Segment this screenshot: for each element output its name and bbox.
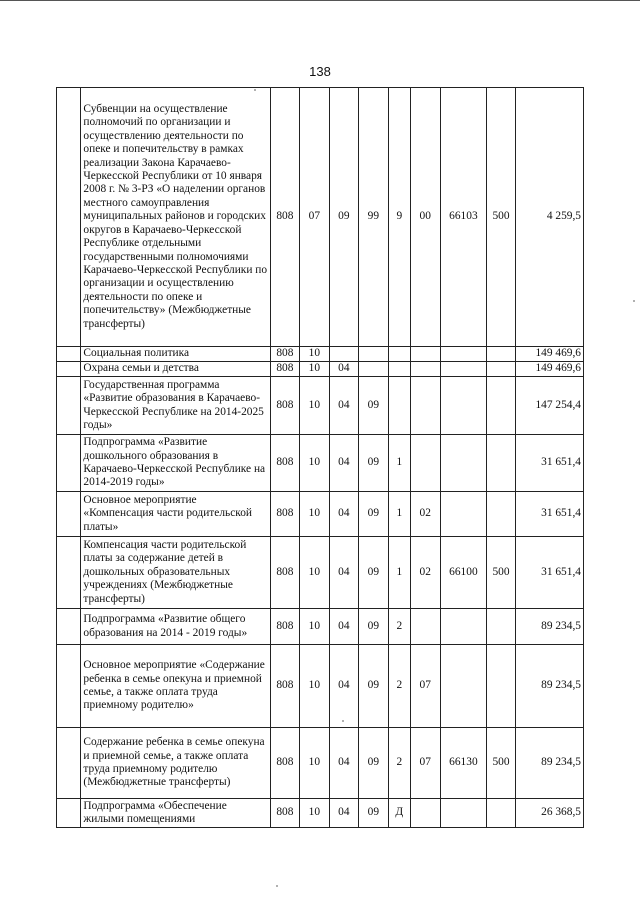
cell-event: 00	[411, 88, 441, 347]
cell-direction	[440, 492, 487, 537]
cell-subprogram	[388, 347, 410, 362]
cell-direction	[440, 435, 487, 492]
cell-subprogram: 2	[388, 645, 410, 728]
cell-event	[411, 609, 441, 645]
cell-program: 09	[359, 492, 389, 537]
cell-program: 09	[359, 728, 389, 799]
cell-amount: 31 651,4	[515, 492, 583, 537]
scan-speck	[276, 885, 278, 887]
cell-vr	[487, 492, 515, 537]
cell-program: 99	[359, 88, 389, 347]
row-name: Основное мероприятие «Компенсация части родительской платы»	[81, 492, 270, 537]
cell-admin: 808	[270, 609, 300, 645]
cell-amount: 149 469,6	[515, 362, 583, 377]
row-name: Субвенции на осуществление полномочий по организации и осуществлению деятельности по опеке и попечительству в рамках реализации Закона Карачаево-Черкесской Республики от 10 января 2008 г. № 3-РЗ «О наделении органов местного самоуправления муниципальных районов и городских округов в Карачаево-Черкесской Республике отдельными государственными полномочиями Карачаево-Черкесской Республики по организации и осуществлению деятельности по опеке и попечительству» (Межбюджетные трансферты)	[81, 88, 270, 347]
cell-section: 10	[300, 435, 330, 492]
cell-admin: 808	[270, 645, 300, 728]
cell-direction	[440, 609, 487, 645]
cell-amount: 89 234,5	[515, 728, 583, 799]
cell-section: 10	[300, 799, 330, 828]
table-row	[57, 645, 584, 728]
cell-direction	[440, 347, 487, 362]
cell-subsection: 04	[329, 435, 359, 492]
cell-section: 10	[300, 645, 330, 728]
scan-speck	[633, 300, 635, 302]
cell-subsection: 04	[329, 362, 359, 377]
cell-program: 09	[359, 645, 389, 728]
cell-section: 10	[300, 377, 330, 435]
row-name: Компенсация части родительской платы за содержание детей в дошкольных образовательных учреждениях (Межбюджетные трансферты)	[81, 537, 270, 609]
cell-subprogram: 2	[388, 609, 410, 645]
cell-section: 10	[300, 609, 330, 645]
cell-vr	[487, 799, 515, 828]
table-row	[57, 435, 584, 492]
cell-subsection: 04	[329, 799, 359, 828]
cell-vr	[487, 609, 515, 645]
cell-vr: 500	[487, 88, 515, 347]
cell-vr	[487, 377, 515, 435]
cell-admin: 808	[270, 88, 300, 347]
cell-direction: 66100	[440, 537, 487, 609]
cell-amount: 26 368,5	[515, 799, 583, 828]
scan-speck	[342, 720, 344, 722]
cell-admin: 808	[270, 799, 300, 828]
cell-event: 02	[411, 492, 441, 537]
cell-amount: 89 234,5	[515, 645, 583, 728]
cell-amount: 31 651,4	[515, 435, 583, 492]
cell-subprogram: 2	[388, 728, 410, 799]
cell-admin: 808	[270, 435, 300, 492]
cell-subsection: 04	[329, 645, 359, 728]
cell-vr	[487, 347, 515, 362]
cell-program	[359, 347, 389, 362]
cell-program: 09	[359, 799, 389, 828]
table-row	[57, 728, 584, 799]
cell-subprogram: 1	[388, 537, 410, 609]
cell-amount: 89 234,5	[515, 609, 583, 645]
top-rule	[0, 0, 640, 1]
cell-admin: 808	[270, 362, 300, 377]
table-row	[57, 492, 584, 537]
cell-subsection: 04	[329, 537, 359, 609]
cell-section: 10	[300, 492, 330, 537]
row-name: Государственная программа «Развитие образования в Карачаево-Черкесской Республике на 2014-2025 годы»	[81, 377, 270, 435]
cell-event	[411, 435, 441, 492]
budget-table	[56, 87, 584, 828]
cell-event	[411, 362, 441, 377]
table-row	[57, 799, 584, 828]
cell-vr	[487, 645, 515, 728]
cell-direction	[440, 377, 487, 435]
cell-program	[359, 362, 389, 377]
table-row	[57, 88, 584, 347]
table-row	[57, 377, 584, 435]
cell-direction: 66103	[440, 88, 487, 347]
row-name: Содержание ребенка в семье опекуна и приемной семье, а также оплата труда приемному родителю (Межбюджетные трансферты)	[81, 728, 270, 799]
cell-program: 09	[359, 377, 389, 435]
cell-vr	[487, 435, 515, 492]
cell-vr: 500	[487, 728, 515, 799]
cell-admin: 808	[270, 492, 300, 537]
table-row	[57, 347, 584, 362]
cell-event	[411, 799, 441, 828]
cell-section: 10	[300, 347, 330, 362]
cell-direction	[440, 645, 487, 728]
cell-subsection: 09	[329, 88, 359, 347]
cell-section: 10	[300, 728, 330, 799]
cell-section: 10	[300, 537, 330, 609]
row-name: Подпрограмма «Развитие общего образования на 2014 - 2019 годы»	[81, 609, 270, 645]
row-name: Подпрограмма «Обеспечение жилыми помещениями	[81, 799, 270, 828]
cell-vr: 500	[487, 537, 515, 609]
cell-section: 07	[300, 88, 330, 347]
cell-direction	[440, 362, 487, 377]
cell-admin: 808	[270, 347, 300, 362]
cell-event: 07	[411, 645, 441, 728]
cell-section: 10	[300, 362, 330, 377]
cell-subsection: 04	[329, 377, 359, 435]
cell-subsection	[329, 347, 359, 362]
cell-program: 09	[359, 435, 389, 492]
row-name: Социальная политика	[81, 347, 270, 362]
cell-direction: 66130	[440, 728, 487, 799]
cell-event	[411, 347, 441, 362]
cell-subprogram	[388, 362, 410, 377]
cell-program: 09	[359, 609, 389, 645]
cell-subprogram: Д	[388, 799, 410, 828]
cell-subprogram: 1	[388, 492, 410, 537]
cell-subprogram: 1	[388, 435, 410, 492]
cell-event	[411, 377, 441, 435]
cell-event: 02	[411, 537, 441, 609]
cell-event: 07	[411, 728, 441, 799]
cell-subprogram	[388, 377, 410, 435]
table-row	[57, 537, 584, 609]
page-number: 138	[309, 64, 331, 79]
row-name: Охрана семьи и детства	[81, 362, 270, 377]
cell-amount: 4 259,5	[515, 88, 583, 347]
row-name: Основное мероприятие «Содержание ребенка в семье опекуна и приемной семье, а также оплата труда приемному родителю»	[81, 645, 270, 728]
cell-amount: 31 651,4	[515, 537, 583, 609]
cell-subsection: 04	[329, 728, 359, 799]
cell-program: 09	[359, 537, 389, 609]
cell-direction	[440, 799, 487, 828]
cell-subsection: 04	[329, 492, 359, 537]
cell-admin: 808	[270, 377, 300, 435]
cell-amount: 149 469,6	[515, 347, 583, 362]
cell-admin: 808	[270, 728, 300, 799]
scan-speck	[254, 89, 256, 91]
cell-amount: 147 254,4	[515, 377, 583, 435]
cell-vr	[487, 362, 515, 377]
cell-admin: 808	[270, 537, 300, 609]
cell-subprogram: 9	[388, 88, 410, 347]
row-name: Подпрограмма «Развитие дошкольного образования в Карачаево-Черкесской Республике на 2014-2019 годы»	[81, 435, 270, 492]
table-row	[57, 362, 584, 377]
cell-subsection: 04	[329, 609, 359, 645]
table-row	[57, 609, 584, 645]
